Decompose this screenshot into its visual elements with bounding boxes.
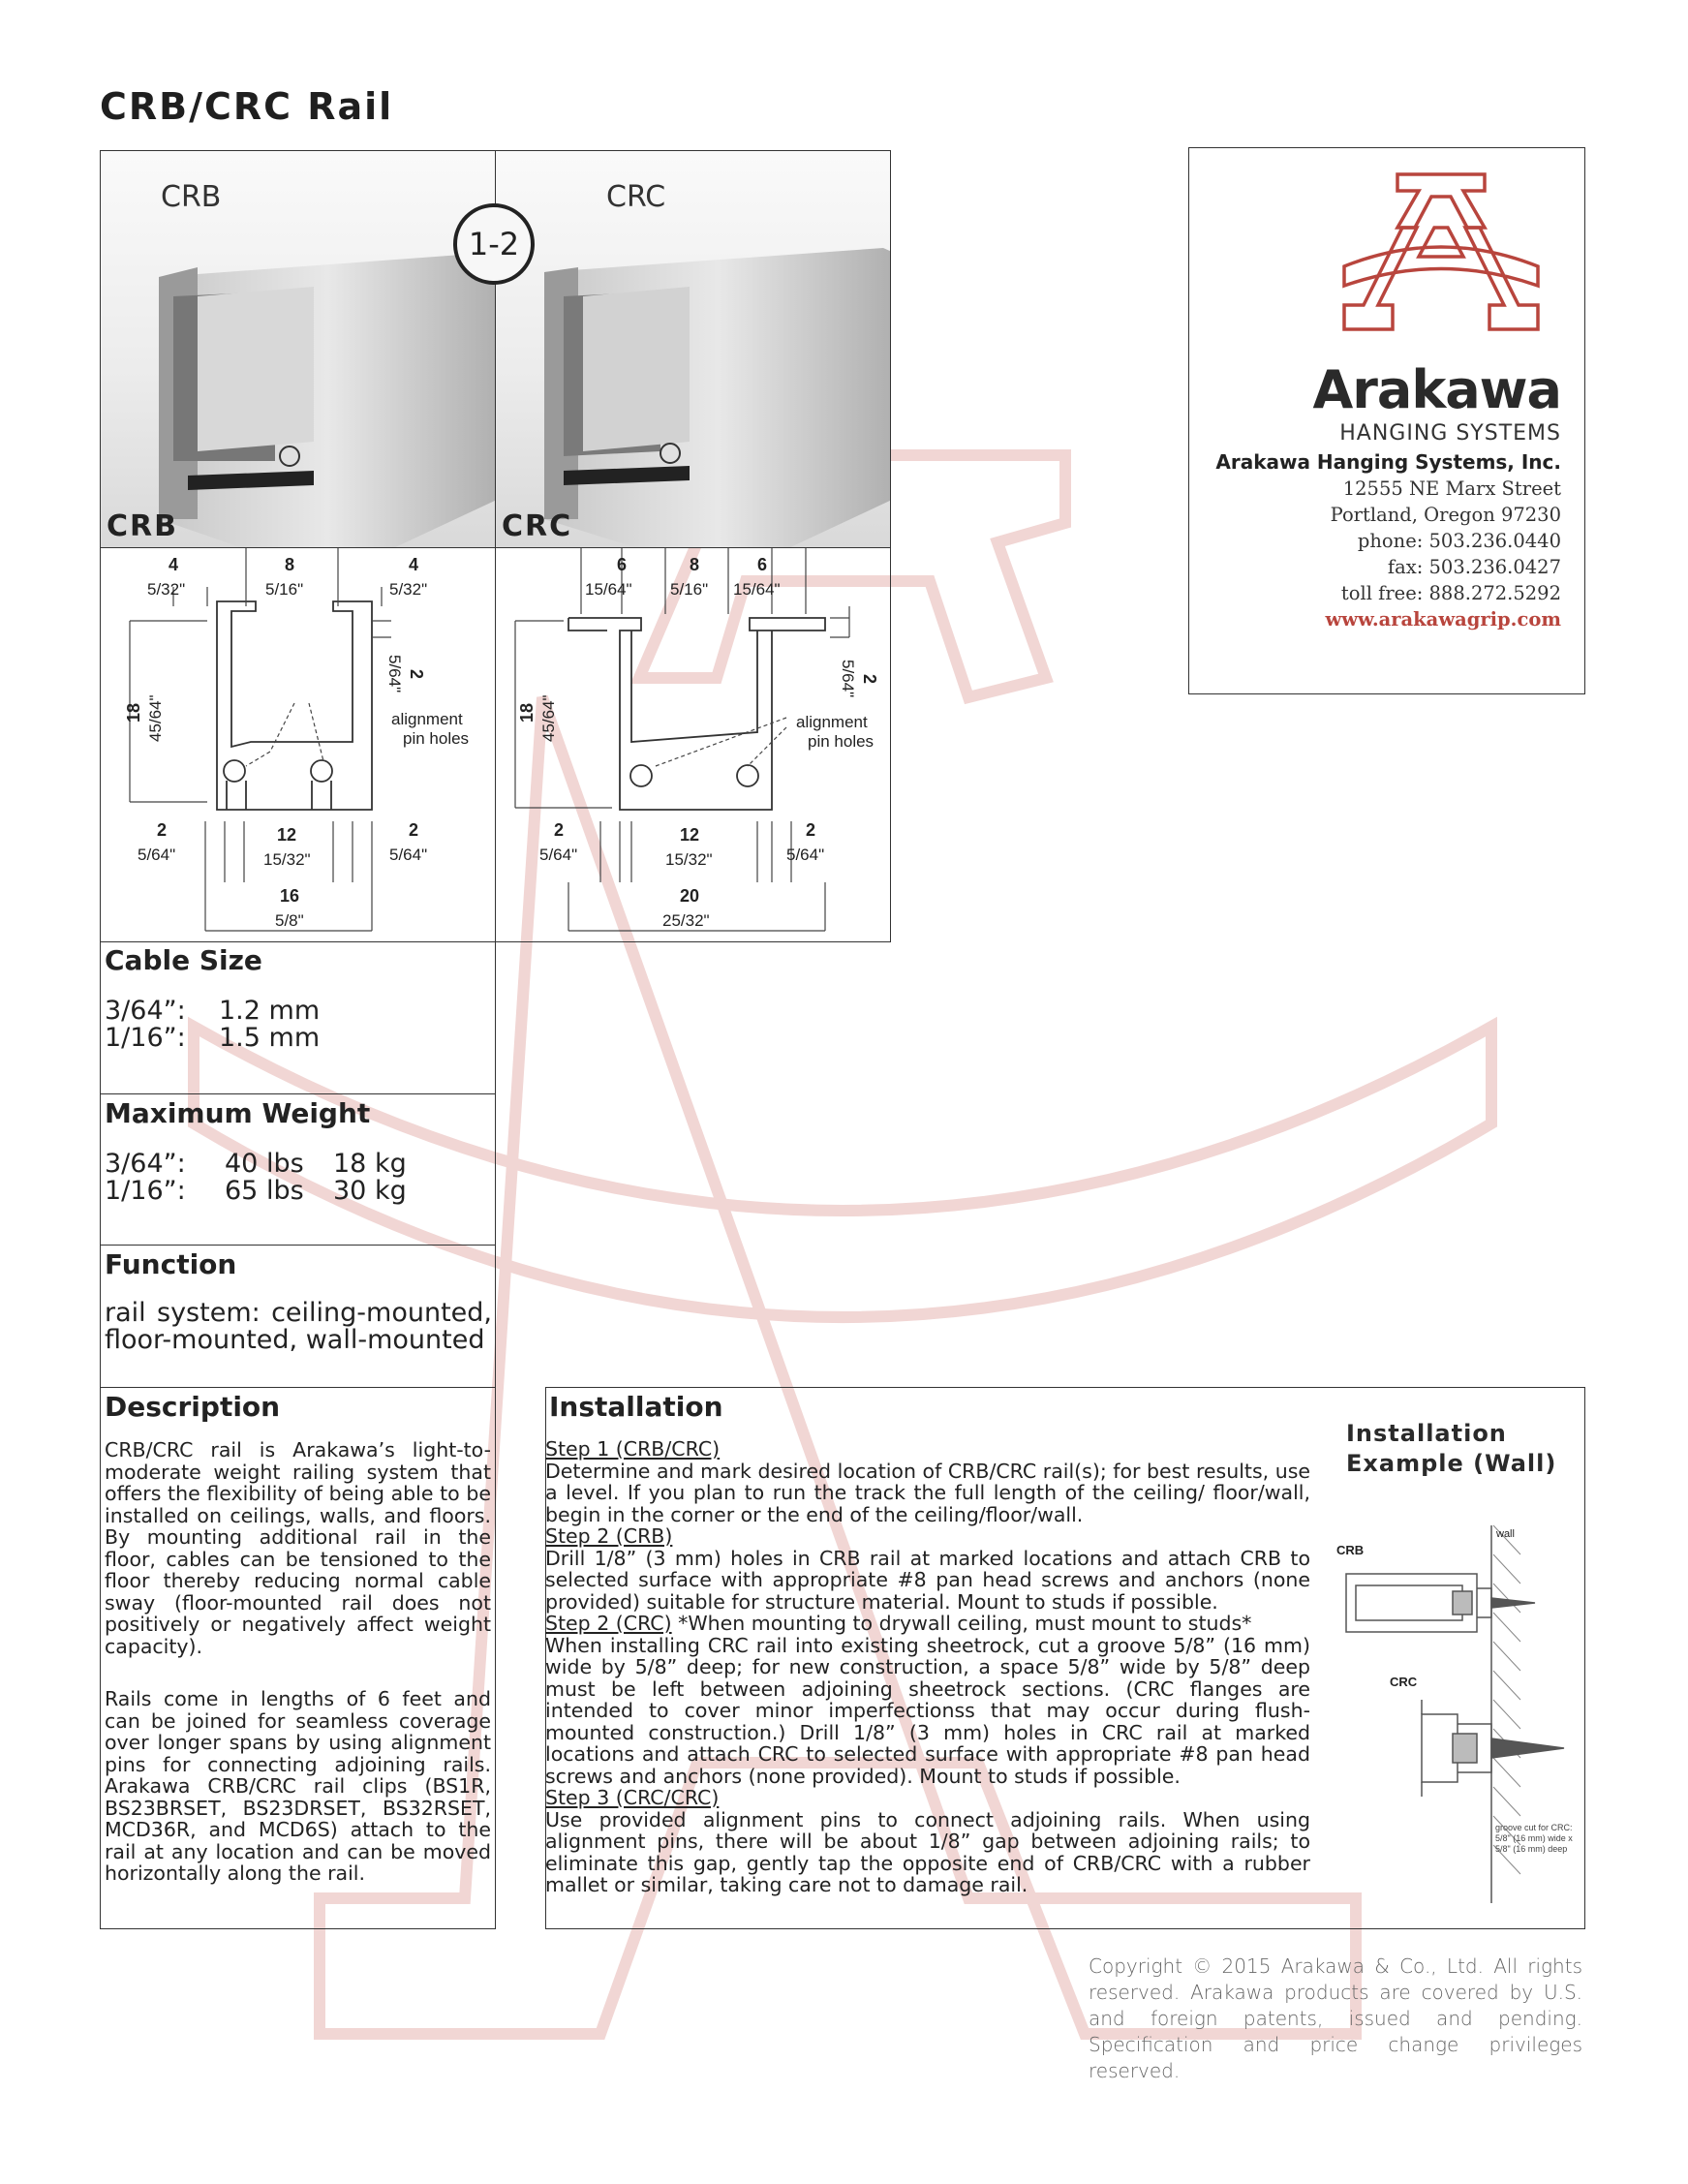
crb-top-mid-frac: 5/16"	[265, 580, 304, 599]
company-name: Arakawa Hanging Systems, Inc.	[1215, 450, 1561, 474]
cable-row-1-metric: 1.2 mm	[219, 996, 321, 1026]
crc-pins-label-2: pin holes	[808, 732, 875, 751]
function-text: rail system: ceiling-mounted, floor-mounted, wall-mounted	[105, 1298, 492, 1355]
address-line-2: Portland, Oregon 97230	[1330, 504, 1561, 526]
crb-photo-label: CRB	[161, 180, 222, 214]
crc-width-frac: 25/32"	[662, 911, 710, 930]
weight-row-2-inch: 1/16”:	[105, 1176, 186, 1206]
step-2-crb-text: Drill 1/8” (3 mm) holes in CRB rail at marked locations and attach CRB to selected surface with appropriate #8 pan head screws and anchors (none provided) suitable for structure material. Mount to studs if possible.	[545, 1546, 1310, 1614]
crb-bot-left: 2	[157, 820, 168, 840]
crc-rail-photo	[496, 151, 891, 548]
crb-top-right-frac: 5/32"	[389, 580, 428, 599]
crb-pins-label-2: pin holes	[403, 729, 470, 748]
phone: phone: 503.236.0440	[1357, 530, 1561, 552]
example-note-3: 5/8" (16 mm) deep	[1495, 1844, 1568, 1854]
crc-top-left-frac: 15/64"	[585, 580, 632, 599]
cable-row-1-inch: 3/64”:	[105, 996, 186, 1026]
step-2-crc-title: Step 2 (CRC)	[545, 1612, 672, 1635]
crc-caption: CRC	[502, 509, 573, 543]
crb-bot-mid-frac: 15/32"	[263, 850, 311, 869]
crc-top-left: 6	[617, 555, 628, 574]
copyright-notice: Copyright © 2015 Arakawa & Co., Ltd. All rights reserved. Arakawa products are covered by U.S. and foreign patents, issued and pending. Specification and price change privileges reserved.	[1089, 1954, 1582, 2082]
company-box	[1188, 147, 1585, 694]
max-weight-heading: Maximum Weight	[105, 1097, 371, 1129]
crc-height-frac: 45/64"	[539, 694, 558, 742]
example-wall-label: wall	[1496, 1528, 1515, 1540]
crb-height-frac: 45/64"	[146, 694, 165, 742]
crc-drawing-cell	[495, 547, 891, 942]
crc-bot-right: 2	[806, 820, 816, 840]
address-line-1: 12555 NE Marx Street	[1342, 477, 1561, 500]
step-2-crc	[545, 1613, 1310, 1787]
crc-bot-mid: 12	[680, 825, 700, 845]
weight-row-2-kg: 30 kg	[333, 1176, 407, 1206]
logo-name: Arakawa	[1312, 359, 1561, 420]
weight-row-1-inch: 3/64”:	[105, 1149, 186, 1179]
crb-width: 16	[280, 886, 300, 906]
weight-row-2-lbs: 65 lbs	[225, 1176, 304, 1206]
website-link[interactable]: www.arakawagrip.com	[1325, 608, 1561, 631]
arakawa-logo-mark	[1339, 169, 1543, 363]
crb-top-left-frac: 5/32"	[147, 580, 186, 599]
step-1-text: Determine and mark desired location of CRB/CRC rail(s); for best results, use a level. If you plan to run the track the full length of the ceiling/ floor/wall, begin in the corner or the end of the ceiling/floor/wall.	[545, 1459, 1310, 1526]
max-weight-section	[100, 1093, 496, 1246]
crc-top-mid-frac: 5/16"	[670, 580, 709, 599]
crb-drawing-cell	[100, 547, 496, 942]
example-note-1: groove cut for CRC:	[1495, 1823, 1573, 1832]
description-section	[100, 1387, 496, 1929]
crc-bot-mid-frac: 15/32"	[665, 850, 713, 869]
example-crb-label: CRB	[1336, 1543, 1365, 1557]
crc-side-frac: 5/64"	[839, 660, 857, 698]
crb-bot-mid: 12	[277, 825, 297, 845]
weight-row-1-lbs: 40 lbs	[225, 1149, 304, 1179]
description-paragraph-1: CRB/CRC rail is Arakawa’s light-to-moderate weight railing system that offers the flexibility of being able to be installed on ceilings, walls, and floors. By mounting additional rail in the floor, cables can be tensioned to the floor thereby reducing normal cable sway (floor-mounted rail does not positively or negatively affect weight capacity).	[105, 1438, 491, 1658]
crc-pins-label: alignment	[796, 713, 868, 731]
size-badge	[453, 203, 535, 285]
crb-dimension-drawing	[101, 548, 497, 943]
cable-size-section	[100, 941, 496, 1094]
function-section	[100, 1245, 496, 1388]
weight-row-1-kg: 18 kg	[333, 1149, 407, 1179]
cable-row-2-metric: 1.5 mm	[219, 1023, 321, 1053]
cable-row-2-inch: 1/16”:	[105, 1023, 186, 1053]
step-3-text: Use provided alignment pins to connect adjoining rails. When using alignment pins, there will be about 1/8” gap between adjoining rails; to eliminate this gap, gently tap the opposite end of CRB/CRC with a rubber mallet or similar, taking care not to damage rail.	[545, 1807, 1310, 1896]
crb-top-mid: 8	[285, 555, 295, 574]
crb-bot-left-frac: 5/64"	[138, 846, 176, 864]
installation-example-drawing	[1336, 1506, 1579, 1913]
crc-photo-cell	[495, 150, 891, 548]
example-title-1: Installation	[1346, 1420, 1507, 1447]
step-3-title: Step 3 (CRC/CRC)	[545, 1786, 720, 1809]
step-2-crb	[545, 1525, 1310, 1613]
crc-bot-right-frac: 5/64"	[786, 846, 825, 864]
crc-photo-label: CRC	[606, 180, 666, 214]
crb-side: 2	[407, 669, 426, 680]
crb-photo-cell	[100, 150, 496, 548]
logo-subtitle: HANGING SYSTEMS	[1339, 421, 1561, 446]
toll-free: toll free: 888.272.5292	[1340, 582, 1561, 604]
crc-bot-left: 2	[554, 820, 565, 840]
fax: fax: 503.236.0427	[1387, 556, 1561, 578]
crc-top-mid: 8	[690, 555, 700, 574]
description-paragraph-2: Rails come in lengths of 6 feet and can be joined for seamless coverage over longer spans by using alignment pins for connecting adjoining rails. Arakawa CRB/CRC rail clips (BS1R, BS23BRSET, BS23DRSET, BS32RSET, MCD36R, and MCD6S) attach to the rail at any location and can be moved horizontally along the rail.	[105, 1687, 491, 1885]
page-title: CRB/CRC Rail	[100, 85, 394, 128]
crc-bot-left-frac: 5/64"	[539, 846, 578, 864]
crb-top-right: 4	[409, 555, 419, 574]
crc-height: 18	[517, 702, 537, 723]
installation-steps	[545, 1438, 1310, 1896]
crc-width: 20	[680, 886, 700, 906]
step-1	[545, 1438, 1310, 1525]
crb-bot-right-frac: 5/64"	[389, 846, 428, 864]
crb-side-frac: 5/64"	[385, 655, 404, 693]
step-3	[545, 1787, 1310, 1896]
example-crc-label: CRC	[1390, 1675, 1418, 1689]
crb-width-frac: 5/8"	[275, 911, 304, 930]
step-2-crc-text: When installing CRC rail into existing sheetrock, cut a groove 5/8” (16 mm) wide by 5/8” deep; for new construction, a space 5/8” wide by 5/8” deep must be left between adjoining sheetrock sections. (CRC flanges are intended to cover minor imperfectionss that may occur during flush-mounted construction.) Drill 1/8” (3 mm) holes in CRC rail at marked locations and attach CRC to selected surface with appropriate #8 pan head screws and anchors (none provided). Mount to studs if possible.	[545, 1633, 1310, 1788]
crc-top-right-frac: 15/64"	[733, 580, 781, 599]
crb-height: 18	[124, 702, 143, 723]
crc-dimension-drawing	[496, 548, 892, 943]
cable-size-heading: Cable Size	[105, 944, 262, 976]
crc-top-right: 6	[757, 555, 768, 574]
crb-caption: CRB	[107, 509, 178, 543]
crb-top-left: 4	[169, 555, 179, 574]
step-2-crc-note: *When mounting to drywall ceiling, must mount to studs*	[671, 1612, 1252, 1635]
installation-heading: Installation	[549, 1391, 723, 1423]
step-1-title: Step 1 (CRB/CRC)	[545, 1437, 721, 1461]
size-badge-text: 1-2	[468, 226, 520, 262]
crc-side: 2	[860, 674, 879, 685]
crb-pins-label: alignment	[391, 710, 463, 728]
example-title-2: Example (Wall)	[1346, 1450, 1557, 1477]
crb-bot-right: 2	[409, 820, 419, 840]
function-heading: Function	[105, 1248, 237, 1280]
step-2-crb-title: Step 2 (CRB)	[545, 1524, 673, 1548]
description-heading: Description	[105, 1391, 281, 1423]
example-note-2: 5/8" (16 mm) wide x	[1495, 1833, 1573, 1843]
